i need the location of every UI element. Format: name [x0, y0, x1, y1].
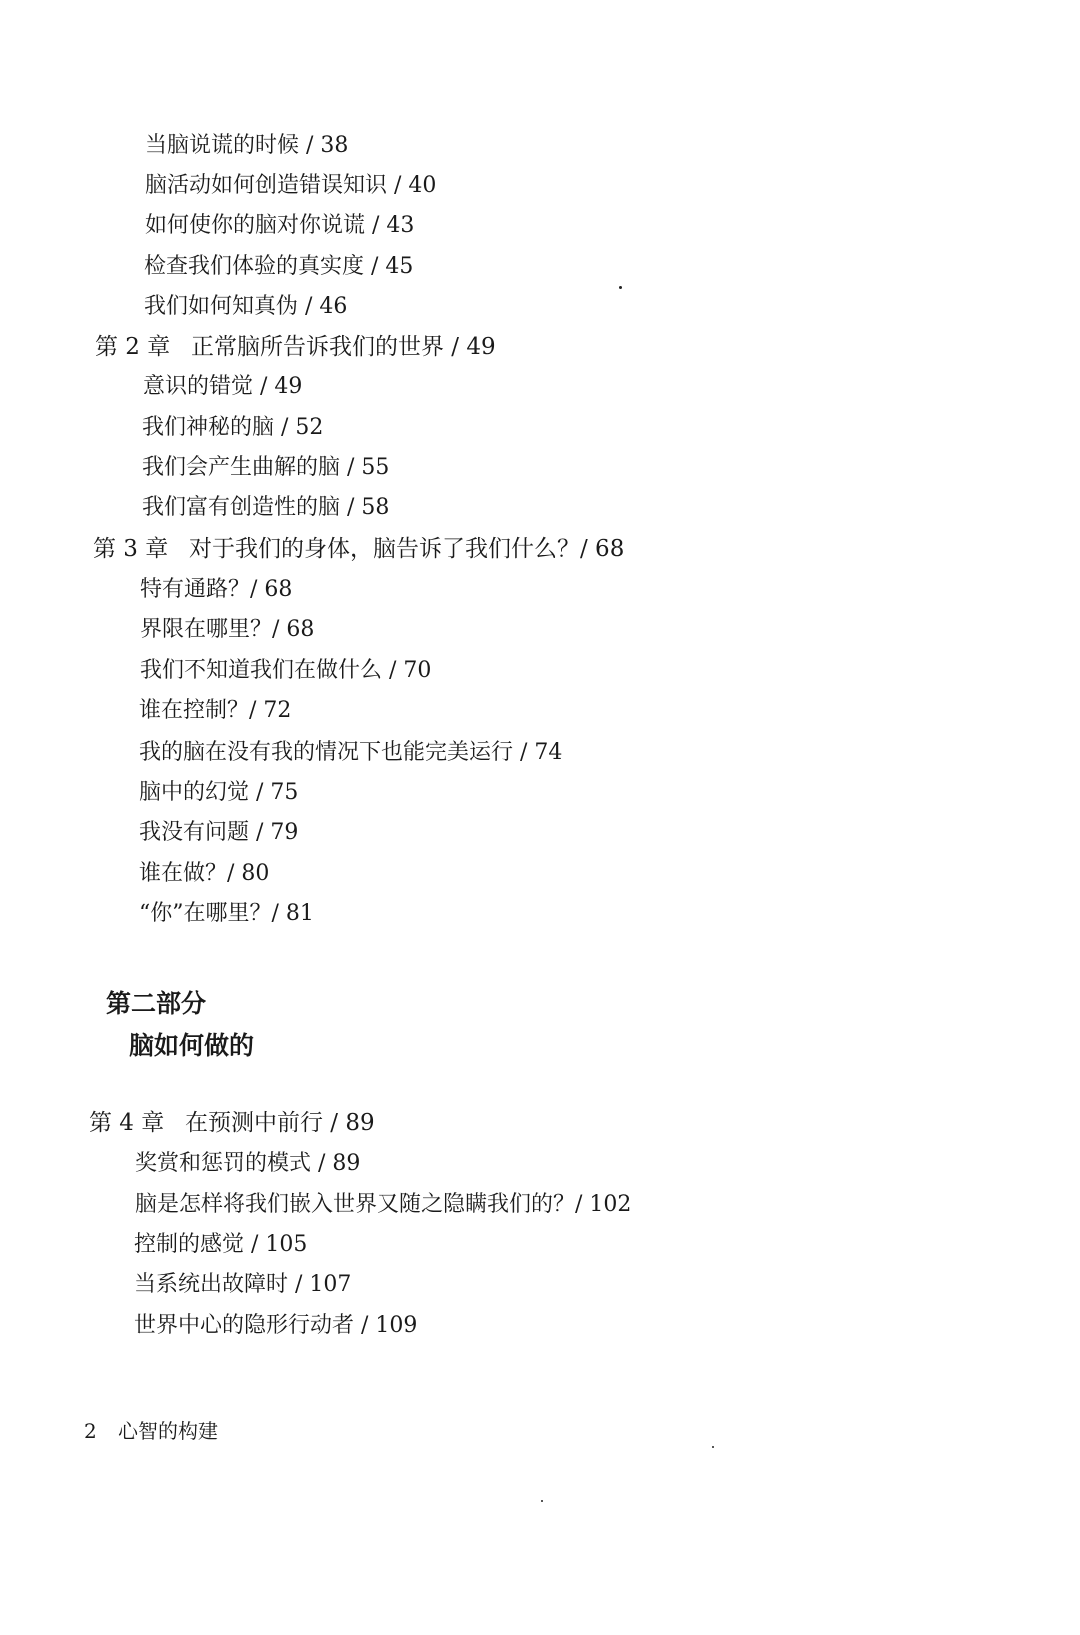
toc-entry: 控制的感觉 / 105	[134, 1232, 308, 1257]
scan-speck	[619, 286, 622, 289]
toc-entry: 脑是怎样将我们嵌入世界又随之隐瞒我们的？/ 102	[135, 1192, 632, 1217]
scan-speck	[541, 1500, 543, 1502]
part-title: 脑如何做的	[129, 1031, 255, 1060]
toc-entry: 我们如何知真伪 / 46	[144, 294, 348, 319]
toc-entry: 检查我们体验的真实度 / 45	[144, 254, 414, 279]
scan-speck	[712, 1446, 714, 1448]
chapter-title: 正常脑所告诉我们的世界 / 49	[191, 334, 496, 360]
chapter-title: 对于我们的身体，脑告诉了我们什么？/ 68	[189, 536, 625, 562]
toc-entry: 谁在控制？/ 72	[139, 698, 292, 723]
toc-chapter	[93, 535, 624, 563]
chapter-title: 在预测中前行 / 89	[185, 1110, 375, 1136]
toc-entry: 奖赏和惩罚的模式 / 89	[135, 1151, 361, 1176]
toc-entry: “你”在哪里？/ 81	[139, 901, 314, 926]
toc-chapter	[95, 333, 496, 361]
toc-entry: 特有通路？/ 68	[140, 577, 293, 602]
toc-entry: 我们神秘的脑 / 52	[142, 415, 324, 440]
toc-entry: 世界中心的隐形行动者 / 109	[134, 1313, 418, 1338]
chapter-number: 第 3 章	[93, 536, 169, 562]
toc-entry: 当系统出故障时 / 107	[134, 1272, 352, 1297]
chapter-number: 第 4 章	[89, 1110, 165, 1136]
toc-entry: 我们富有创造性的脑 / 58	[142, 495, 390, 520]
book-title: 心智的构建	[118, 1419, 218, 1443]
page-footer	[84, 1415, 218, 1444]
chapter-number: 第 2 章	[95, 334, 171, 360]
toc-entry: 脑活动如何创造错误知识 / 40	[145, 173, 437, 198]
toc-entry: 我没有问题 / 79	[139, 820, 299, 845]
toc-entry: 脑中的幻觉 / 75	[139, 780, 299, 805]
toc-entry: 我们会产生曲解的脑 / 55	[142, 455, 390, 480]
toc-entry: 意识的错觉 / 49	[143, 374, 303, 399]
toc-entry: 界限在哪里？/ 68	[140, 617, 315, 642]
toc-entry: 我们不知道我们在做什么 / 70	[140, 658, 432, 683]
toc-entry: 如何使你的脑对你说谎 / 43	[145, 213, 415, 238]
toc-entry: 我的脑在没有我的情况下也能完美运行 / 74	[139, 740, 563, 765]
toc-entry: 当脑说谎的时候 / 38	[145, 133, 349, 158]
page-number: 2	[84, 1419, 97, 1443]
toc-chapter	[89, 1109, 375, 1137]
part-label: 第二部分	[106, 989, 207, 1018]
toc-entry: 谁在做？/ 80	[139, 861, 270, 886]
